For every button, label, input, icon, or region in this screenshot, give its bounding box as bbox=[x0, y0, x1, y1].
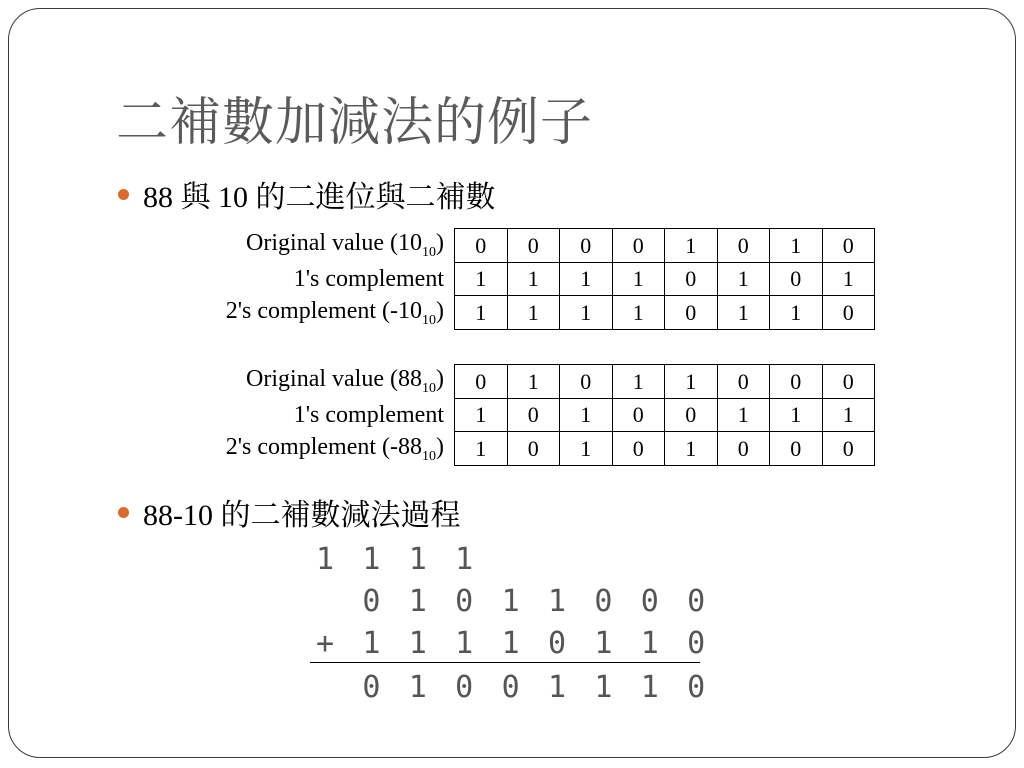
bit-cells bbox=[454, 364, 875, 399]
digit: 1 bbox=[547, 584, 567, 619]
row-label-end: ) bbox=[436, 229, 444, 256]
digit: 1 bbox=[547, 670, 567, 705]
row-label-subscript: 10 bbox=[422, 448, 436, 464]
bit-cell: 1 bbox=[823, 398, 876, 432]
bit-cell: 1 bbox=[770, 398, 823, 432]
bit-cell: 0 bbox=[823, 229, 876, 263]
bit-cell: 1 bbox=[560, 262, 613, 296]
digit: 1 bbox=[594, 670, 613, 705]
binary-table-10 bbox=[150, 228, 875, 330]
digit: + bbox=[315, 626, 335, 661]
bit-cell: 0 bbox=[560, 229, 613, 263]
bit-cell: 1 bbox=[455, 262, 508, 296]
slide-title: 二補數加減法的例子 bbox=[116, 93, 594, 153]
digit: 0 bbox=[640, 584, 659, 619]
bit-cell: 0 bbox=[665, 296, 718, 330]
row-label bbox=[150, 298, 454, 329]
bit-cell: 0 bbox=[823, 432, 876, 466]
bit-cell: 1 bbox=[665, 365, 718, 399]
row-label bbox=[150, 402, 454, 429]
row-label-text: 1's complement bbox=[293, 265, 444, 292]
bit-cell: 1 bbox=[770, 229, 823, 263]
digit: 0 bbox=[362, 670, 381, 705]
digit: 0 bbox=[687, 584, 706, 619]
table-row bbox=[150, 228, 875, 262]
bit-cell: 0 bbox=[770, 365, 823, 399]
table-row bbox=[150, 364, 875, 398]
row-label-text: 2's complement (-10 bbox=[225, 297, 422, 324]
bit-cell: 0 bbox=[508, 432, 561, 466]
digit: 0 bbox=[594, 584, 613, 619]
digit: 1 bbox=[501, 626, 520, 661]
bit-cell: 1 bbox=[560, 398, 613, 432]
bit-cells bbox=[454, 228, 875, 263]
bit-cell: 1 bbox=[823, 262, 876, 296]
bit-cell: 1 bbox=[613, 365, 666, 399]
bit-cell: 0 bbox=[718, 365, 771, 399]
row-label-text: 1's complement bbox=[293, 401, 444, 428]
bit-cell: 1 bbox=[455, 296, 508, 330]
bit-cell: 0 bbox=[508, 229, 561, 263]
bit-cell: 0 bbox=[665, 398, 718, 432]
bit-cell: 1 bbox=[455, 398, 508, 432]
digit: 1 bbox=[315, 542, 335, 577]
bit-cell: 0 bbox=[455, 229, 508, 263]
digit: 1 bbox=[594, 626, 613, 661]
table-row bbox=[150, 398, 875, 432]
row-label-subscript: 10 bbox=[422, 312, 436, 328]
row-label-end: ) bbox=[436, 365, 444, 392]
bit-cell: 1 bbox=[508, 262, 561, 296]
bit-cell: 0 bbox=[823, 365, 876, 399]
bit-cell: 0 bbox=[823, 296, 876, 330]
bit-cell: 1 bbox=[508, 296, 561, 330]
digit: 0 bbox=[362, 584, 381, 619]
bit-cell: 1 bbox=[508, 365, 561, 399]
row-label bbox=[150, 266, 454, 293]
bit-cell: 1 bbox=[770, 296, 823, 330]
digit: 0 bbox=[687, 670, 706, 705]
digit: 1 bbox=[408, 626, 427, 661]
row-label bbox=[150, 366, 454, 397]
digit: 1 bbox=[640, 670, 659, 705]
bullet-item-2 bbox=[118, 490, 461, 534]
bit-cell: 1 bbox=[665, 229, 718, 263]
digit: 0 bbox=[501, 670, 520, 705]
digit: 1 bbox=[408, 542, 427, 577]
bit-cell: 1 bbox=[718, 398, 771, 432]
bit-cell: 0 bbox=[613, 398, 666, 432]
bit-cell: 0 bbox=[508, 398, 561, 432]
digit: 1 bbox=[408, 584, 427, 619]
bit-cell: 1 bbox=[560, 432, 613, 466]
digit: 1 bbox=[455, 626, 474, 661]
digit: 0 bbox=[547, 626, 567, 661]
bit-cell: 0 bbox=[665, 262, 718, 296]
bit-cells bbox=[454, 432, 875, 466]
bit-cell: 1 bbox=[718, 262, 771, 296]
bullet-dot-icon bbox=[118, 507, 129, 518]
bullet-dot-icon bbox=[118, 189, 129, 200]
digit: 1 bbox=[640, 626, 659, 661]
row-label-text: 2's complement (-88 bbox=[225, 433, 422, 460]
row-label bbox=[150, 230, 454, 261]
bit-cell: 1 bbox=[613, 262, 666, 296]
row-label-text: Original value (10 bbox=[246, 229, 422, 256]
bit-cell: 0 bbox=[718, 432, 771, 466]
digit: 0 bbox=[687, 626, 706, 661]
row-label-subscript: 10 bbox=[422, 380, 436, 396]
bit-cells bbox=[454, 398, 875, 432]
table-row bbox=[150, 262, 875, 296]
digit: 1 bbox=[362, 626, 381, 661]
bit-cell: 1 bbox=[455, 432, 508, 466]
bit-cell: 1 bbox=[665, 432, 718, 466]
digit: 1 bbox=[408, 670, 427, 705]
bit-cell: 0 bbox=[770, 262, 823, 296]
digit: 0 bbox=[455, 584, 474, 619]
row-label bbox=[150, 434, 454, 465]
bullet-item-1 bbox=[118, 172, 496, 216]
bullet-text: 88 與 10 的二進位與二補數 bbox=[143, 181, 496, 214]
digit: 1 bbox=[501, 584, 520, 619]
bit-cell: 0 bbox=[560, 365, 613, 399]
bit-cell: 0 bbox=[455, 365, 508, 399]
row-label-text: Original value (88 bbox=[246, 365, 422, 392]
bit-cell: 0 bbox=[613, 229, 666, 263]
row-label-end: ) bbox=[436, 297, 444, 324]
bit-cell: 0 bbox=[718, 229, 771, 263]
bit-cell: 1 bbox=[613, 296, 666, 330]
bullet-text: 88-10 的二補數減法過程 bbox=[143, 499, 461, 532]
bit-cell: 1 bbox=[560, 296, 613, 330]
digit: 1 bbox=[455, 542, 474, 577]
bit-cell: 0 bbox=[613, 432, 666, 466]
row-label-subscript: 10 bbox=[422, 244, 436, 260]
bit-cell: 1 bbox=[718, 296, 771, 330]
bit-cell: 0 bbox=[770, 432, 823, 466]
binary-table-88 bbox=[150, 364, 875, 466]
table-row bbox=[150, 432, 875, 466]
bit-cells bbox=[454, 262, 875, 296]
sum-line bbox=[310, 662, 700, 663]
bit-cells bbox=[454, 296, 875, 330]
digit: 1 bbox=[362, 542, 381, 577]
digit: 0 bbox=[455, 670, 474, 705]
row-label-end: ) bbox=[436, 433, 444, 460]
table-row bbox=[150, 296, 875, 330]
